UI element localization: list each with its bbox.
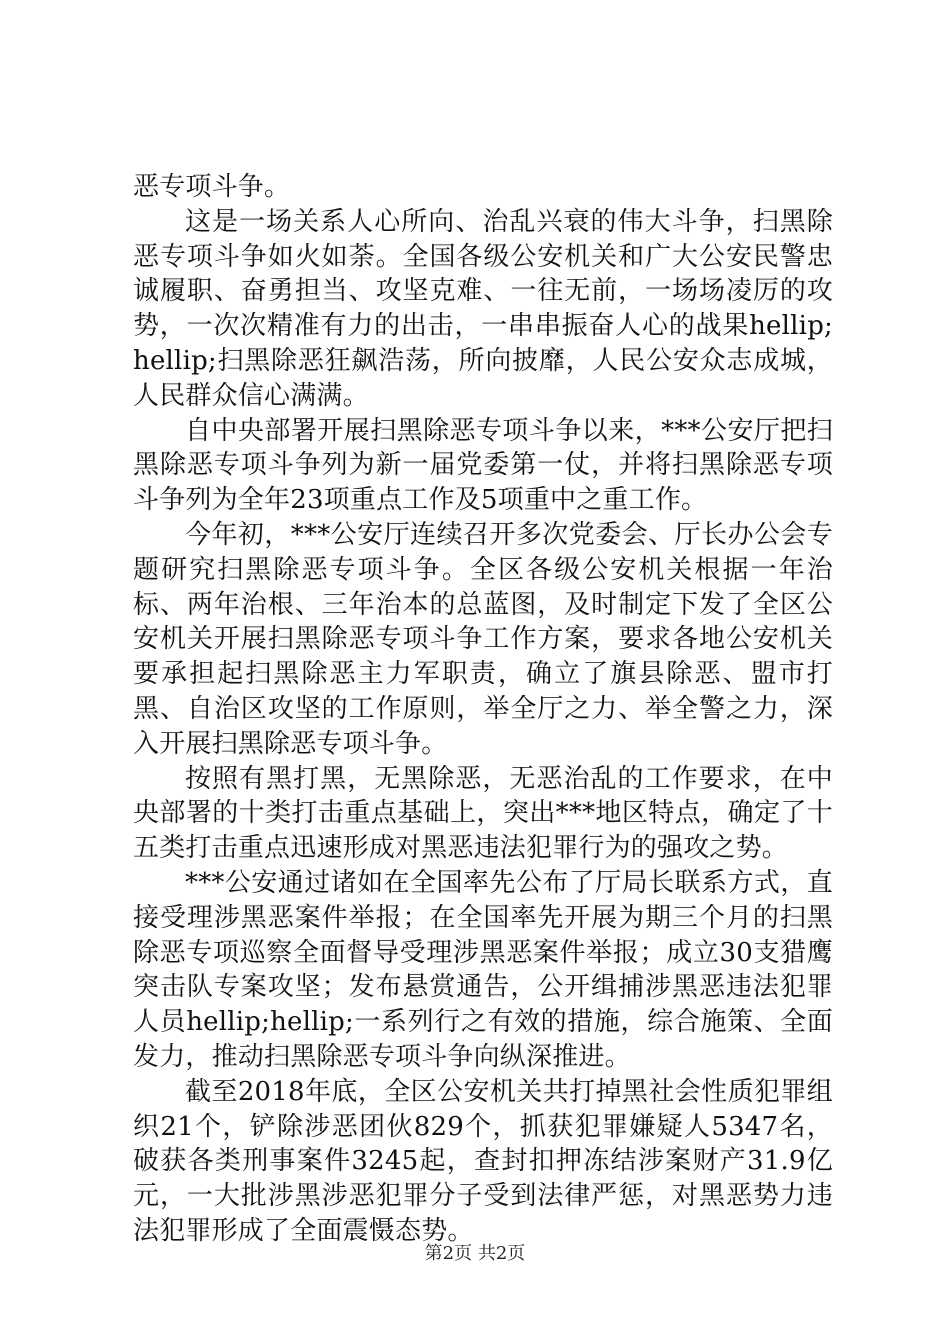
document-body [133,170,833,1249]
paragraph-6: ***公安通过诸如在全国率先公布了厅局长联系方式，直接受理涉黑恶案件举报；在全国率先开展为期三个月的扫黑除恶专项巡察全面督导受理涉黑恶案件举报；成立30支猎鹰突击队专案攻坚；发布悬赏通告，公开缉捕涉黑恶违法犯罪人员hellip;hellip;一系列行之有效的措施，综合施策、全面发力，推动扫黑除恶专项斗争向纵深推进。 [133,867,833,1072]
paragraph-1: 恶专项斗争。 [133,172,291,202]
page-number-footer: 第2页 共2页 [424,1243,526,1264]
paragraph-7: 截至2018年底，全区公安机关共打掉黑社会性质犯罪组织21个，铲除涉恶团伙829个，抓获犯罪嫌疑人5347名，破获各类刑事案件3245起，查封扣押冻结涉案财产31.9亿元，一大批涉黑涉恶犯罪分子受到法律严惩，对黑恶势力违法犯罪形成了全面震慑态势。 [133,1076,833,1246]
paragraph-2: 这是一场关系人心所向、治乱兴衰的伟大斗争，扫黑除恶专项斗争如火如荼。全国各级公安机关和广大公安民警忠诚履职、奋勇担当、攻坚克难、一往无前，一场场凌厉的攻势，一次次精准有力的出击，一串串振奋人心的战果hellip;hellip;扫黑除恶狂飙浩荡，所向披靡，人民公安众志成城，人民群众信心满满。 [133,206,833,411]
paragraph-3: 自中央部署开展扫黑除恶专项斗争以来，***公安厅把扫黑除恶专项斗争列为新一届党委第一仗，并将扫黑除恶专项斗争列为全年23项重点工作及5项重中之重工作。 [133,415,833,516]
paragraph-5: 按照有黑打黑，无黑除恶，无恶治乱的工作要求，在中央部署的十类打击重点基础上，突出***地区特点，确定了十五类打击重点迅速形成对黑恶违法犯罪行为的强攻之势。 [133,763,833,864]
paragraph-4: 今年初，***公安厅连续召开多次党委会、厅长办公会专题研究扫黑除恶专项斗争。全区各级公安机关根据一年治标、两年治根、三年治本的总蓝图，及时制定下发了全区公安机关开展扫黑除恶专项斗争工作方案，要求各地公安机关要承担起扫黑除恶主力军职责，确立了旗县除恶、盟市打黑、自治区攻坚的工作原则，举全厅之力、举全警之力，深入开展扫黑除恶专项斗争。 [133,519,833,759]
